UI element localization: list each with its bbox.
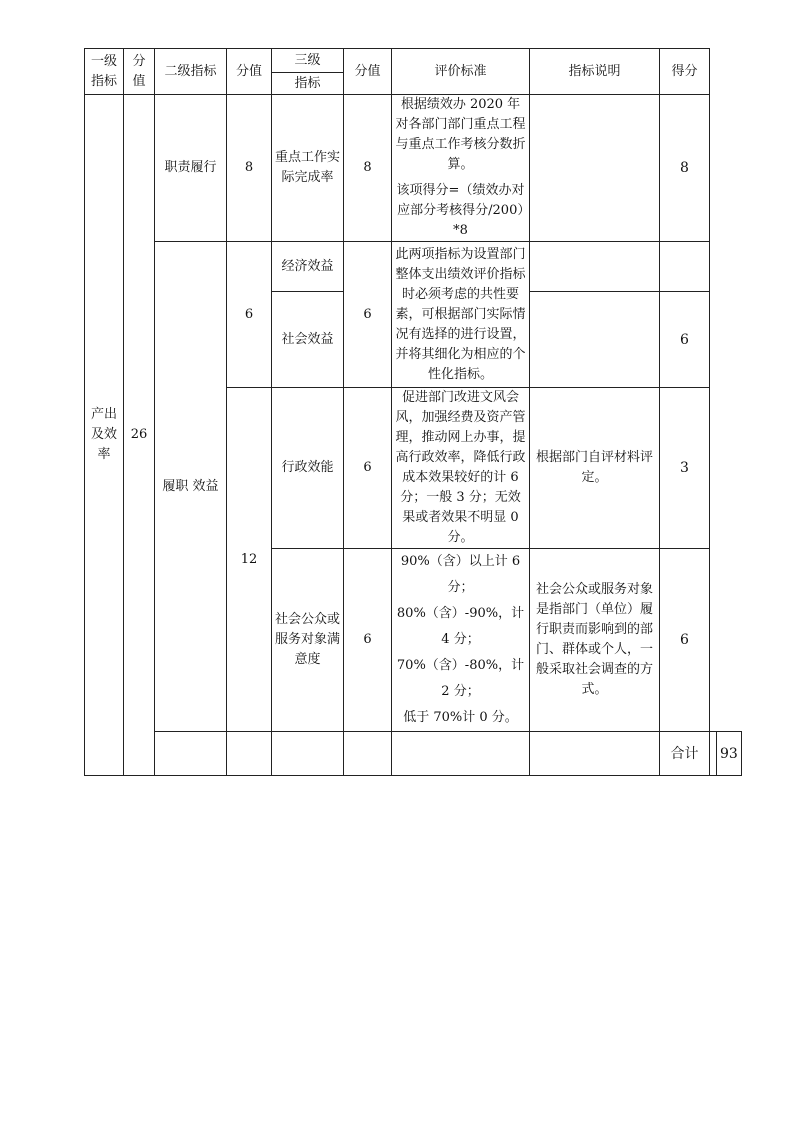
r2-criteria: 此两项指标为设置部门整体支出绩效评价指标时必须考虑的共性要素，可根据部门实际情况有选择的进行设置，并将其细化为相应的个性化指标。 xyxy=(392,242,530,388)
r4-criteria-line3: 70%（含）-80%，计 2 分； xyxy=(396,658,525,699)
header-level3-bottom: 指标 xyxy=(272,73,344,95)
r4-criteria-line1: 90%（含）以上计 6 分； xyxy=(400,554,521,595)
header-level1-line1: 一级 xyxy=(90,53,117,69)
r2-score3: 6 xyxy=(344,242,392,388)
r3-criteria: 促进部门改进文风会风，加强经费及资产管理，推动网上办事，提高行政效率，降低行政成本效果较好的计 6 分；一般 3 分；无效果或者效果不明显 0 分。 xyxy=(392,388,530,549)
r2-explanation-b xyxy=(530,292,660,388)
r3-explanation: 根据部门自评材料评定。 xyxy=(530,388,660,549)
total-value: 93 xyxy=(717,732,742,776)
total-empty-2 xyxy=(227,732,272,776)
r1-score2: 8 xyxy=(227,95,272,242)
total-empty-6 xyxy=(530,732,660,776)
r1-level3: 重点工作实际完成率 xyxy=(272,95,344,242)
r2-level3-a: 经济效益 xyxy=(272,242,344,292)
r4-result: 6 xyxy=(660,549,710,732)
r4-explanation: 社会公众或服务对象是指部门（单位）履行职责而影响到的部门、群体或个人，一般采取社会调查的方式。 xyxy=(530,549,660,732)
header-score1: 分值 xyxy=(124,49,155,95)
r4-criteria-line4: 低于 70%计 0 分。 xyxy=(403,710,518,725)
r2-explanation-a xyxy=(530,242,660,292)
r4-score3: 6 xyxy=(344,549,392,732)
r1-level2: 职责履行 xyxy=(155,95,227,242)
r3-score3: 6 xyxy=(344,388,392,549)
r1-score3: 8 xyxy=(344,95,392,242)
total-empty-1 xyxy=(155,732,227,776)
total-empty-5 xyxy=(392,732,530,776)
header-explanation: 指标说明 xyxy=(530,49,660,95)
r2-level2: 履职 效益 xyxy=(155,242,227,732)
header-criteria: 评价标准 xyxy=(392,49,530,95)
r4-criteria xyxy=(392,549,530,732)
r1-criteria-b: 该项得分=（绩效办对应部分考核得分/200）*8 xyxy=(396,183,525,238)
r2-result-a xyxy=(660,242,710,292)
header-level1 xyxy=(85,49,124,95)
total-empty-7 xyxy=(710,732,717,776)
header-level3-top: 三级 xyxy=(272,49,344,73)
r3-level3: 行政效能 xyxy=(272,388,344,549)
header-score3: 分值 xyxy=(344,49,392,95)
r2-level3-b: 社会效益 xyxy=(272,292,344,388)
r1-explanation xyxy=(530,95,660,242)
header-level2: 二级指标 xyxy=(155,49,227,95)
r4-criteria-line2: 80%（含）-90%，计 4 分； xyxy=(396,606,525,647)
header-result: 得分 xyxy=(660,49,710,95)
r1-result: 8 xyxy=(660,95,710,242)
total-empty-4 xyxy=(344,732,392,776)
r1-criteria-a: 根据绩效办 2020 年对各部门部门重点工程与重点工作考核分数折算。 xyxy=(395,97,526,172)
header-level1-line2: 指标 xyxy=(90,73,117,89)
level1-name xyxy=(85,95,124,776)
total-empty-3 xyxy=(272,732,344,776)
r3-result: 3 xyxy=(660,388,710,549)
r2-score2: 6 xyxy=(227,242,272,388)
r4-level3: 社会公众或服务对象满意度 xyxy=(272,549,344,732)
total-label: 合计 xyxy=(660,732,710,776)
level1-name-line2: 及效 xyxy=(90,427,117,442)
level1-name-line1: 产出 xyxy=(90,407,117,422)
r3-score2: 12 xyxy=(227,388,272,732)
evaluation-table xyxy=(84,48,742,776)
r1-criteria xyxy=(392,95,530,242)
header-score2: 分值 xyxy=(227,49,272,95)
r2-result: 6 xyxy=(660,292,710,388)
level1-name-line3: 率 xyxy=(97,447,111,462)
level1-score: 26 xyxy=(124,95,155,776)
